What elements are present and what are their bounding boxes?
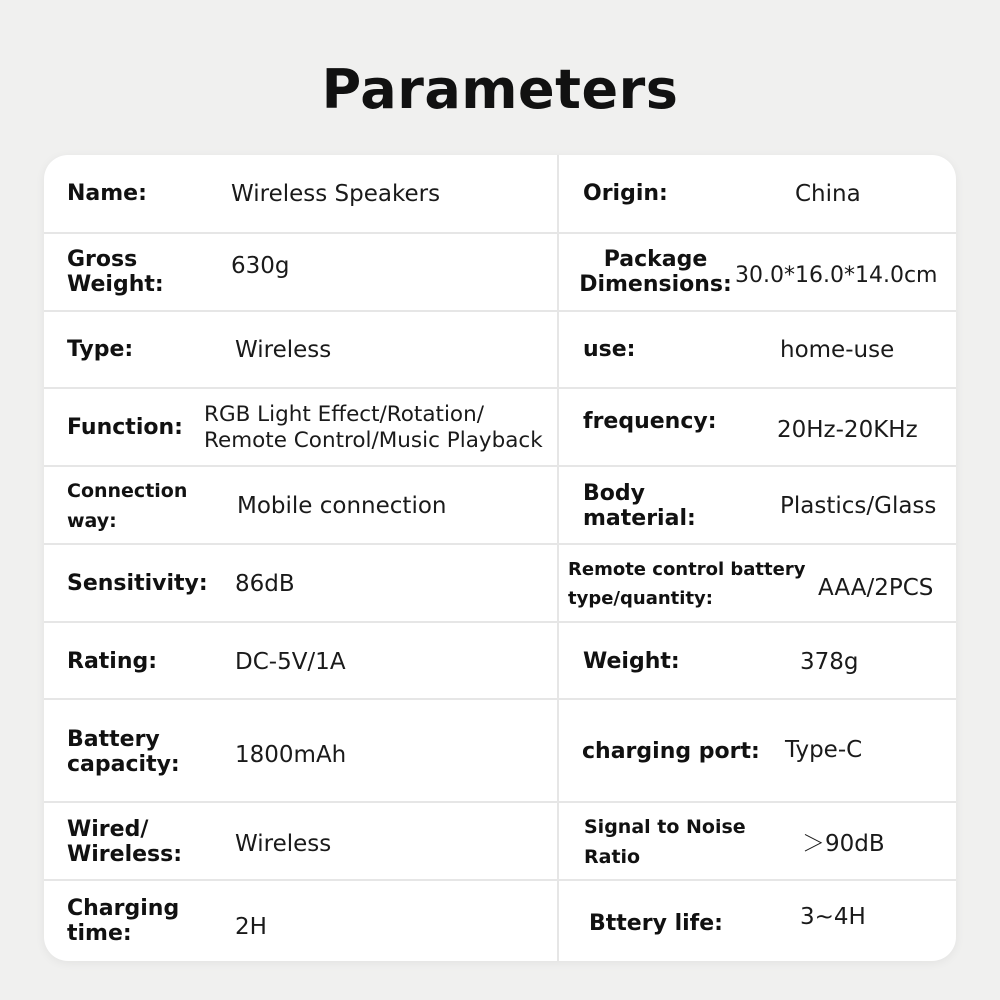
charging-port-value: Type-C xyxy=(785,736,863,763)
charging-time-label: Charging time: xyxy=(67,896,180,946)
battery-capacity-label: Battery capacity: xyxy=(67,726,180,777)
origin-value: China xyxy=(795,180,861,207)
frequency-value: 20Hz-20KHz xyxy=(777,416,918,443)
use-label: use: xyxy=(583,337,636,362)
battery-life-label: Bttery life: xyxy=(589,910,723,936)
connection-way-label: Connection way: xyxy=(67,479,188,532)
package-dimensions-label: Package Dimensions: xyxy=(579,246,732,297)
sensitivity-value: 86dB xyxy=(235,570,295,597)
wired-wireless-label: Wired/ Wireless: xyxy=(67,816,183,867)
name-value: Wireless Speakers xyxy=(231,180,441,207)
gross-weight-label: Gross Weight: xyxy=(67,246,164,297)
battery-capacity-value: 1800mAh xyxy=(235,741,347,768)
body-material-label: Body material: xyxy=(583,480,696,531)
type-value: Wireless xyxy=(235,336,332,363)
wired-wireless-value: Wireless xyxy=(235,830,332,857)
package-dimensions-value: 30.0*16.0*14.0cm xyxy=(735,262,938,288)
gross-weight-value: 630g xyxy=(231,252,290,279)
type-label: Type: xyxy=(67,337,134,362)
rating-value: DC-5V/1A xyxy=(235,648,346,675)
sensitivity-label: Sensitivity: xyxy=(67,571,208,596)
rating-label: Rating: xyxy=(67,649,158,674)
battery-life-value: 3~4H xyxy=(800,904,866,930)
name-label: Name: xyxy=(67,181,147,206)
page-title: Parameters xyxy=(321,58,679,121)
remote-battery-label: Remote control battery type/quantity: xyxy=(568,558,806,609)
charging-time-value: 2H xyxy=(235,914,267,940)
body-material-value: Plastics/Glass xyxy=(780,492,937,519)
function-value: RGB Light Effect/Rotation/ Remote Control/Music Playback xyxy=(204,401,543,453)
connection-way-value: Mobile connection xyxy=(237,492,447,519)
snr-label: Signal to Noise Ratio xyxy=(584,815,746,868)
origin-label: Origin: xyxy=(583,181,668,206)
use-value: home-use xyxy=(780,336,895,363)
weight-value: 378g xyxy=(800,648,859,675)
parameters-table xyxy=(44,155,956,961)
charging-port-label: charging port: xyxy=(582,739,760,764)
remote-battery-value: AAA/2PCS xyxy=(818,574,934,601)
frequency-label: frequency: xyxy=(583,409,717,434)
weight-label: Weight: xyxy=(583,649,680,674)
function-label: Function: xyxy=(67,415,183,440)
snr-value: ＞90dB xyxy=(802,830,885,857)
column-divider xyxy=(557,155,559,961)
